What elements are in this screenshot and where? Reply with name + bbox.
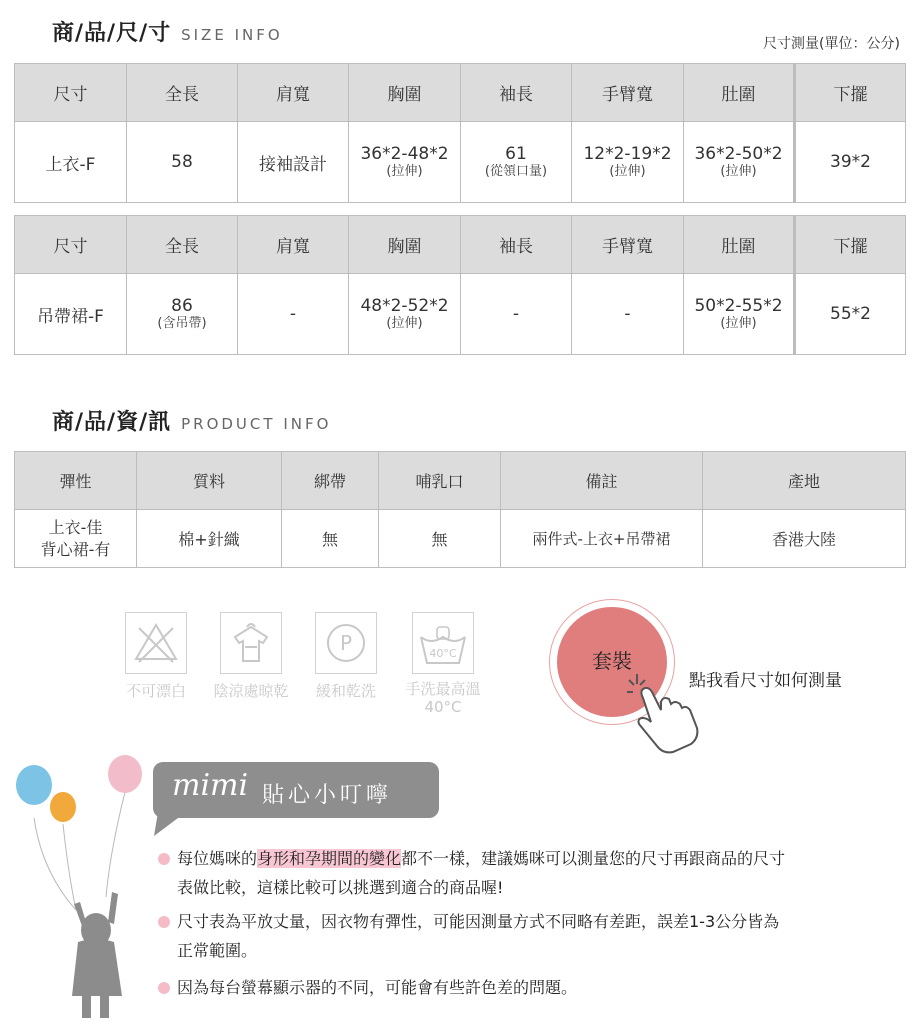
tip-bullet bbox=[158, 982, 170, 994]
header-remark: 備註 bbox=[501, 452, 703, 510]
cell-size: 吊帶裙-F bbox=[15, 274, 127, 355]
header-arm: 手臂寬 bbox=[572, 64, 684, 122]
tips-heading: 貼心小叮嚀 bbox=[262, 783, 393, 808]
cell-hem: 39*2 bbox=[795, 122, 906, 203]
header-hem: 下擺 bbox=[795, 64, 906, 122]
cell-strap: 無 bbox=[282, 510, 379, 568]
tip-item bbox=[158, 973, 898, 1002]
belly-note: (拉伸) bbox=[720, 164, 757, 179]
no-bleach-icon bbox=[125, 612, 187, 674]
cell-sleeve bbox=[461, 122, 572, 203]
tip-1-post: 都不一樣，建議媽咪可以測量您的尺寸再跟商品的尺寸 bbox=[401, 849, 786, 868]
cell-chest bbox=[349, 274, 461, 355]
header-strap: 綁帶 bbox=[282, 452, 379, 510]
cell-nursing: 無 bbox=[379, 510, 501, 568]
girl-silhouette bbox=[72, 892, 122, 1018]
table-row bbox=[15, 274, 906, 355]
cell-size: 上衣-F bbox=[15, 122, 127, 203]
header-length: 全長 bbox=[127, 64, 238, 122]
dry-clean-icon bbox=[315, 612, 377, 674]
care-label-dry-clean: 緩和乾洗 bbox=[315, 682, 376, 700]
elasticity-top: 上衣-佳 bbox=[48, 517, 103, 537]
cell-remark: 兩件式-上衣+吊帶裙 bbox=[501, 510, 703, 568]
size-title: 商/品/尺/寸 bbox=[52, 21, 172, 46]
cell-belly bbox=[684, 274, 795, 355]
header-length: 全長 bbox=[127, 216, 238, 274]
cell-elasticity bbox=[15, 510, 137, 568]
size-table-header bbox=[15, 216, 906, 274]
belly-value: 50*2-55*2 bbox=[694, 296, 783, 316]
header-size: 尺寸 bbox=[15, 216, 127, 274]
tip-item bbox=[158, 844, 898, 902]
care-dry-clean bbox=[306, 612, 386, 701]
size-table-dress bbox=[14, 215, 906, 355]
tips-brand: mimi bbox=[172, 768, 249, 803]
care-label-hand-wash: 手洗最高溫 bbox=[405, 680, 481, 698]
cell-arm: - bbox=[572, 274, 684, 355]
cell-arm bbox=[572, 122, 684, 203]
size-table-top bbox=[14, 63, 906, 203]
cell-material: 棉+針織 bbox=[137, 510, 282, 568]
cell-length: 58 bbox=[127, 122, 238, 203]
elasticity-dress: 背心裙-有 bbox=[40, 539, 111, 559]
size-section-title bbox=[52, 16, 283, 47]
sleeve-value: 61 bbox=[505, 144, 527, 164]
care-label-hand-wash-temp: 40°C bbox=[424, 698, 462, 716]
balloon-orange bbox=[50, 792, 76, 822]
girl-balloons-illustration bbox=[14, 752, 154, 1024]
header-nursing: 哺乳口 bbox=[379, 452, 501, 510]
tip-1-line2: 表做比較，這樣比較可以挑選到適合的商品喔! bbox=[177, 878, 504, 897]
chest-note: (拉伸) bbox=[386, 316, 423, 331]
header-sleeve: 袖長 bbox=[461, 216, 572, 274]
sleeve-note: (從領口量) bbox=[484, 164, 548, 179]
balloon-pink bbox=[108, 755, 142, 793]
header-belly: 肚圍 bbox=[684, 64, 795, 122]
cell-length bbox=[127, 274, 238, 355]
care-no-bleach bbox=[117, 612, 195, 701]
hand-wash-temp-icon: 40°C bbox=[429, 647, 457, 660]
belly-value: 36*2-50*2 bbox=[694, 144, 783, 164]
chest-note: (拉伸) bbox=[386, 164, 423, 179]
cell-belly bbox=[684, 122, 795, 203]
header-shoulder: 肩寬 bbox=[238, 64, 349, 122]
unit-note: 尺寸測量(單位：公分) bbox=[763, 36, 900, 52]
product-table-header bbox=[15, 452, 906, 510]
product-section-title bbox=[52, 405, 331, 436]
cell-sleeve: - bbox=[461, 274, 572, 355]
header-belly: 肚圍 bbox=[684, 216, 795, 274]
header-chest: 胸圍 bbox=[349, 64, 461, 122]
tip-bullet bbox=[158, 853, 170, 865]
product-info-table bbox=[14, 451, 906, 568]
balloon-strings bbox=[34, 792, 125, 910]
header-elasticity: 彈性 bbox=[15, 452, 137, 510]
tip-3: 因為每台螢幕顯示器的不同，可能會有些許色差的問題。 bbox=[177, 978, 578, 997]
header-size: 尺寸 bbox=[15, 64, 127, 122]
chest-value: 48*2-52*2 bbox=[360, 296, 449, 316]
tip-item bbox=[158, 907, 898, 965]
tip-bullet bbox=[158, 916, 170, 928]
tip-1-highlight: 身形和孕期間的變化 bbox=[257, 849, 402, 868]
cell-origin: 香港大陸 bbox=[703, 510, 906, 568]
measure-link[interactable]: 點我看尺寸如何測量 bbox=[689, 671, 842, 691]
balloon-blue bbox=[16, 765, 52, 805]
set-label[interactable]: 套裝 bbox=[592, 649, 632, 673]
dry-clean-p: P bbox=[339, 631, 353, 655]
arm-value: 12*2-19*2 bbox=[583, 144, 672, 164]
belly-note: (拉伸) bbox=[720, 316, 757, 331]
chest-value: 36*2-48*2 bbox=[360, 144, 449, 164]
tip-2-line1: 尺寸表為平放丈量，因衣物有彈性，可能因測量方式不同略有差距，誤差1-3公分皆為 bbox=[177, 912, 780, 931]
header-arm: 手臂寬 bbox=[572, 216, 684, 274]
size-table-header bbox=[15, 64, 906, 122]
bubble-tail bbox=[152, 812, 192, 838]
product-title: 商/品/資/訊 bbox=[52, 410, 172, 435]
header-material: 質料 bbox=[137, 452, 282, 510]
size-subtitle: SIZE INFO bbox=[181, 26, 283, 44]
header-chest: 胸圍 bbox=[349, 216, 461, 274]
header-sleeve: 袖長 bbox=[461, 64, 572, 122]
hand-wash-icon bbox=[412, 612, 474, 674]
header-hem: 下擺 bbox=[795, 216, 906, 274]
care-label-no-bleach: 不可漂白 bbox=[125, 682, 186, 700]
table-row bbox=[15, 510, 906, 568]
shade-dry-icon bbox=[220, 612, 282, 674]
care-label-shade-dry: 陰涼處晾乾 bbox=[213, 682, 289, 700]
table-row bbox=[15, 122, 906, 203]
tip-1-pre: 每位媽咪的 bbox=[177, 849, 258, 868]
product-subtitle: PRODUCT INFO bbox=[181, 415, 332, 433]
cell-shoulder: - bbox=[238, 274, 349, 355]
length-note: (含吊帶) bbox=[157, 316, 207, 331]
cell-shoulder: 接袖設計 bbox=[238, 122, 349, 203]
arm-note: (拉伸) bbox=[609, 164, 646, 179]
care-hand-wash bbox=[399, 612, 487, 716]
header-shoulder: 肩寬 bbox=[238, 216, 349, 274]
tip-1 bbox=[158, 844, 898, 873]
care-shade-dry bbox=[205, 612, 297, 701]
tip-2-line2: 正常範圍。 bbox=[177, 941, 258, 960]
cell-hem: 55*2 bbox=[795, 274, 906, 355]
cell-chest bbox=[349, 122, 461, 203]
header-origin: 產地 bbox=[703, 452, 906, 510]
length-value: 86 bbox=[171, 296, 193, 316]
